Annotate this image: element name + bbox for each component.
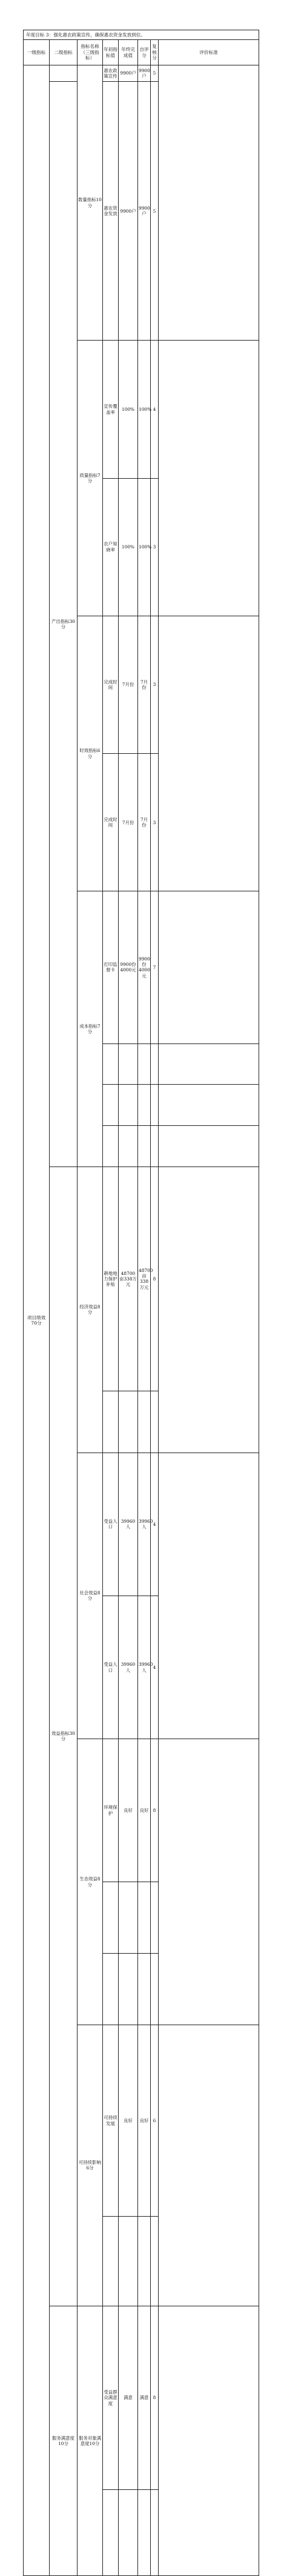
header-level3: 指标名称（三级指标） <box>78 40 103 65</box>
timeliness-row1-name: 完成时间 <box>103 616 119 753</box>
satisfaction-review <box>159 2306 259 2576</box>
quality-label: 质量指标7分 <box>78 341 103 616</box>
table-row <box>24 65 259 82</box>
quality-row1-initial: 100% <box>119 341 138 478</box>
satisfaction-row1-score: 8 <box>151 2306 159 2490</box>
cost-review <box>159 891 259 1043</box>
economic-label: 经济效益8分 <box>78 1167 103 1453</box>
ecological-review <box>159 1739 259 2025</box>
ecological-row1-name: 环境保护 <box>103 1739 119 1882</box>
table-row <box>24 1167 259 1391</box>
ecological-row1-score: 8 <box>151 1739 159 1882</box>
header-level1: 一级指标 <box>24 40 50 65</box>
header-row <box>24 40 259 65</box>
timeliness-row2-score: 3 <box>151 754 159 891</box>
cost-row1-initial: 9900份4000元 <box>119 891 138 1043</box>
sustainable-label: 可持续影响6分 <box>78 2025 103 2306</box>
ecological-row1-initial: 良好 <box>119 1739 138 1882</box>
annual-goal: 年度目标 3：强化惠农政策宣传，确保惠农资金发放到位。 <box>24 30 259 40</box>
quality-review <box>159 341 259 616</box>
quality-row1-completion: 100% <box>138 341 151 478</box>
header-review-score: 复核分 <box>151 40 159 65</box>
header-self-score: 自评分 <box>138 40 151 65</box>
quantity-row1-completion: 9900户 <box>138 65 151 82</box>
social-row2-score: 4 <box>151 1596 159 1739</box>
header-criteria: 评价标准 <box>159 40 259 65</box>
timeliness-row2-initial: 7月份 <box>119 754 138 891</box>
quantity-row2-completion: 9900户 <box>138 82 151 341</box>
satisfaction-sub-label: 服务对象满意度10分 <box>78 2306 103 2576</box>
sustainable-row1-initial: 良好 <box>119 2025 138 2217</box>
sustainable-review <box>159 2025 259 2306</box>
quantity-row2-name: 惠农资金发放 <box>103 82 119 341</box>
social-row1-completion: 39960人 <box>138 1453 151 1596</box>
timeliness-row1-completion: 7月份 <box>138 616 151 753</box>
header-level2: 二级指标 <box>50 40 78 65</box>
sustainable-row1-score: 6 <box>151 2025 159 2217</box>
ecological-label: 生态效益8分 <box>78 1739 103 2025</box>
quantity-row2-score: 5 <box>151 82 159 341</box>
quantity-row1-name: 惠农政策宣传 <box>103 65 119 82</box>
timeliness-row2-completion: 7月份 <box>138 754 151 891</box>
timeliness-review <box>159 616 259 891</box>
social-row1-initial: 39960人 <box>119 1453 138 1596</box>
economic-review <box>159 1167 259 1453</box>
social-review <box>159 1453 259 1739</box>
quantity-row1-initial: 9900户 <box>119 65 138 82</box>
social-row2-name: 受益人口 <box>103 1596 119 1739</box>
table-row <box>24 2306 259 2490</box>
quality-row2-score: 3 <box>151 478 159 616</box>
ecological-row1-completion: 良好 <box>138 1739 151 1882</box>
performance-evaluation-table <box>23 30 259 2576</box>
economic-row1-name: 耕地地力保护补贴 <box>103 1167 119 1391</box>
social-row2-completion: 39960人 <box>138 1596 151 1739</box>
cost-row1-completion: 9900份4000元 <box>138 891 151 1043</box>
quality-row2-name: 农户知晓率 <box>103 478 119 616</box>
satisfaction-row1-initial: 满意 <box>119 2306 138 2490</box>
quality-row1-score: 4 <box>151 341 159 478</box>
header-initial-value: 年初指标值 <box>103 40 119 65</box>
economic-row1-score: 8 <box>151 1167 159 1391</box>
social-row1-score: 4 <box>151 1453 159 1596</box>
cost-row1-name: 打印监督卡 <box>103 891 119 1043</box>
quantity-label: 数量指标10分 <box>78 65 103 341</box>
economic-row1-initial: 48700亩338万元 <box>119 1167 138 1391</box>
header-completion-value: 年终完成值 <box>119 40 138 65</box>
quality-row1-name: 宣传覆盖率 <box>103 341 119 478</box>
timeliness-label: 时效指标6分 <box>78 616 103 891</box>
timeliness-row1-score: 3 <box>151 616 159 753</box>
performance-evaluation-table-page <box>23 30 259 2576</box>
economic-row1-completion: 48700亩338万元 <box>138 1167 151 1391</box>
benefit-label: 效益指标30分 <box>50 1167 78 2306</box>
quantity-review <box>159 65 259 341</box>
social-label: 社会效益8分 <box>78 1453 103 1739</box>
timeliness-row1-initial: 7月份 <box>119 616 138 753</box>
social-row2-initial: 39960人 <box>119 1596 138 1739</box>
social-row1-name: 受益人口 <box>103 1453 119 1596</box>
output-top-spacer <box>50 65 78 82</box>
quality-row2-completion: 100% <box>138 478 151 616</box>
quality-row2-initial: 100% <box>119 478 138 616</box>
satisfaction-label: 服务满意度10分 <box>50 2306 78 2576</box>
sustainable-row1-name: 可持续发展 <box>103 2025 119 2217</box>
cost-label: 成本指标7分 <box>78 891 103 1167</box>
output-label: 产出指标30分 <box>50 82 78 1167</box>
satisfaction-row1-completion: 满意 <box>138 2306 151 2490</box>
level1-project-performance: 项目绩效70分 <box>24 65 50 2576</box>
quantity-row1-score: 5 <box>151 65 159 82</box>
satisfaction-row1-name: 受益群众满意度 <box>103 2306 119 2490</box>
timeliness-row2-name: 完成时间 <box>103 754 119 891</box>
sustainable-row1-completion: 良好 <box>138 2025 151 2217</box>
quantity-row2-initial: 9900户 <box>119 82 138 341</box>
cost-row1-score: 7 <box>151 891 159 1043</box>
